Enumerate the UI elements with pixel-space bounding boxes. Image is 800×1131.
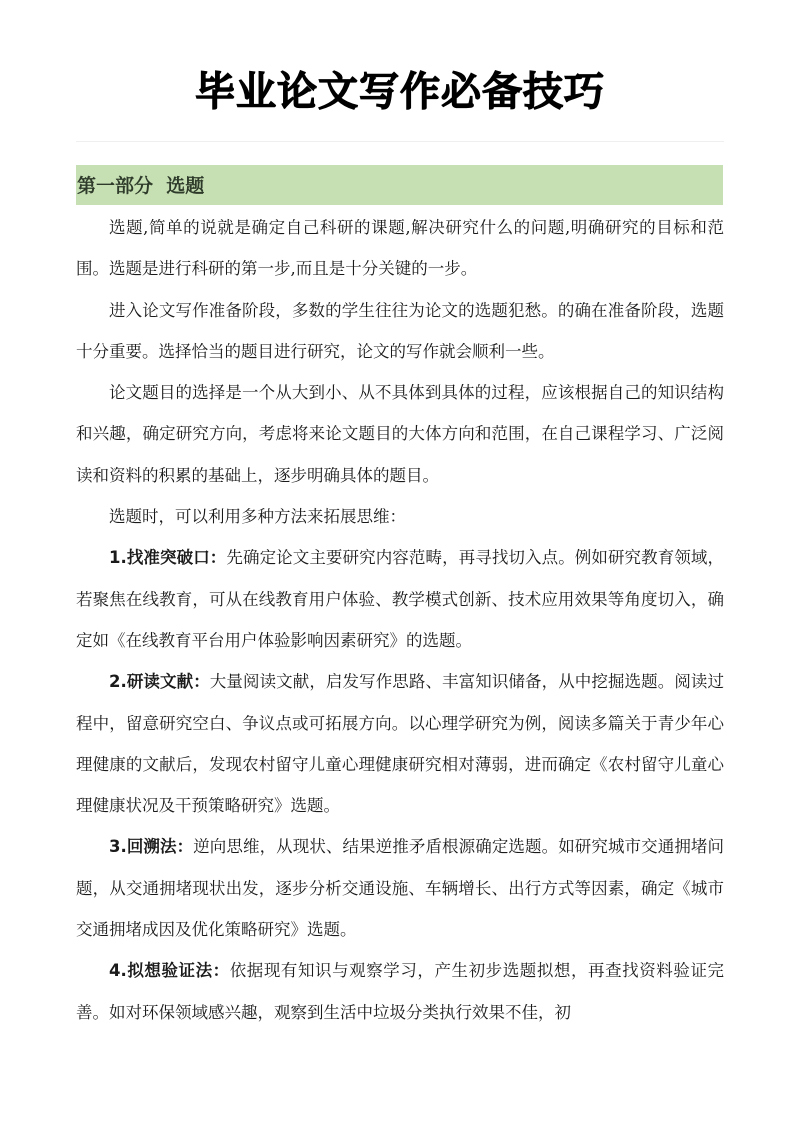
list-item-text: 依据现有知识与观察学习，产生初步选题拟想，再查找资料验证完善。如对环保领域感兴趣，观察到生活中垃圾分类执行效果不佳，初 <box>76 961 725 1022</box>
list-item-method-1 <box>76 537 724 661</box>
paragraph-text: 论文题目的选择是一个从大到小、从不具体到具体的过程，应该根据自己的知识结构和兴趣，确定研究方向，考虑将来论文题目的大体方向和范围，在自己课程学习、广泛阅读和资料的积累的基础上，逐步明确具体的题目。 <box>76 383 724 485</box>
page-title: 毕业论文写作必备技巧 <box>195 69 605 115</box>
list-item-lead: 4.拟想验证法： <box>109 961 230 981</box>
list-item-method-4 <box>76 950 724 1033</box>
paragraph-text: 选题,简单的说就是确定自己科研的课题,解决研究什么的问题,明确研究的目标和范围。选题是进行科研的第一步,而且是十分关键的一步。 <box>76 218 724 279</box>
list-item-lead: 2.研读文献： <box>109 672 210 692</box>
paragraph-intro <box>76 207 724 290</box>
list-item-text: 逆向思维，从现状、结果逆推矛盾根源确定选题。如研究城市交通拥堵问题，从交通拥堵现状出发，逐步分析交通设施、车辆增长、出行方式等因素，确定《城市交通拥堵成因及优化策略研究》选题。 <box>76 837 725 940</box>
list-item-lead: 1.找准突破口： <box>109 548 227 568</box>
document-body <box>76 207 724 1033</box>
list-item-text: 先确定论文主要研究内容范畴，再寻找切入点。例如研究教育领域，若聚焦在线教育，可从在线教育用户体验、教学模式创新、技术应用效果等角度切入，确定如《在线教育平台用户体验影响因素研究》的选题。 <box>76 548 725 650</box>
title-divider <box>76 141 724 142</box>
list-item-text: 大量阅读文献，启发写作思路、丰富知识储备，从中挖掘选题。阅读过程中，留意研究空白、争议点或可拓展方向。以心理学研究为例，阅读多篇关于青少年心理健康的文献后，发现农村留守儿童心理健康研究相对薄弱，进而确定《农村留守儿童心理健康状况及干预策略研究》选题。 <box>76 672 725 816</box>
paragraph-preparation <box>76 290 724 373</box>
list-item-method-3 <box>76 826 724 950</box>
paragraph-methods-intro <box>76 496 724 537</box>
paragraph-text: 选题时，可以利用多种方法来拓展思维： <box>109 507 406 527</box>
list-item-lead: 3.回溯法： <box>109 837 194 857</box>
paragraph-topic-selection <box>76 372 724 496</box>
section-heading: 第一部分 选题 <box>77 175 205 197</box>
list-item-method-2 <box>76 661 724 826</box>
paragraph-text: 进入论文写作准备阶段，多数的学生往往为论文的选题犯愁。的确在准备阶段，选题十分重要。选择恰当的题目进行研究，论文的写作就会顺利一些。 <box>76 300 724 361</box>
